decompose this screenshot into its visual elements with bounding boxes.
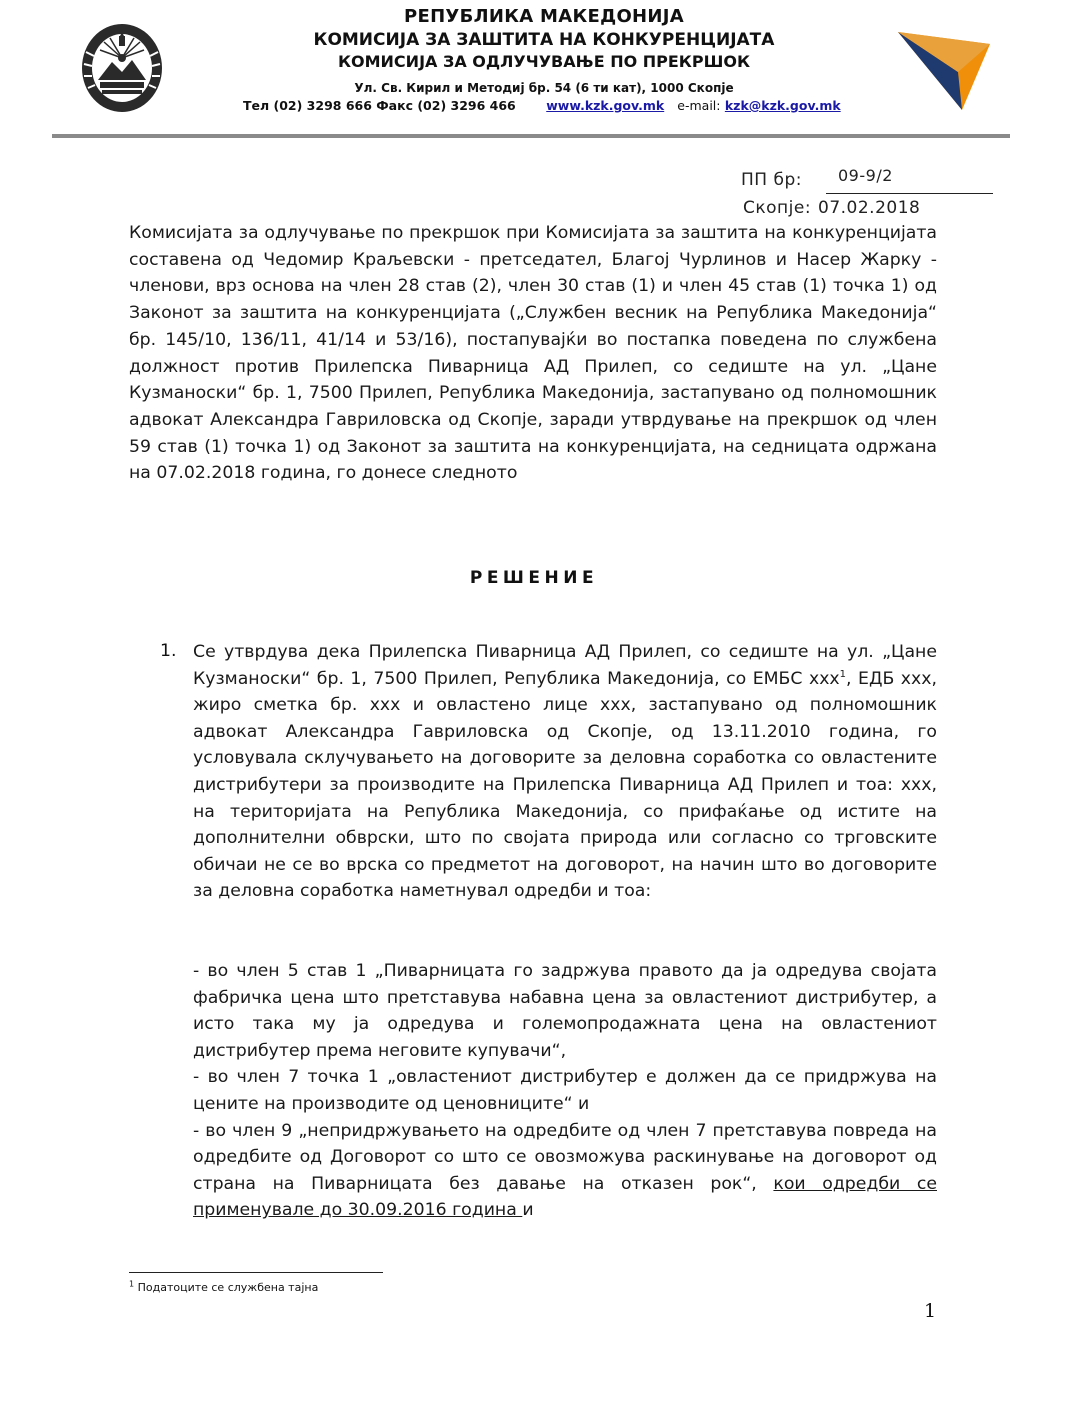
- footnote-mark: 1: [129, 1279, 135, 1289]
- item-1-text-part1: Се утврдува дека Прилепска Пиварница АД Прилеп, со седиште на ул. „Цане Кузманоски“ бр. 1, 7500 Прилеп, Република Македонија, со ЕМБС xxx: [193, 642, 937, 689]
- decision-date: 07.02.2018: [818, 198, 921, 218]
- footnote-divider: [129, 1272, 383, 1273]
- page-number: 1: [924, 1300, 937, 1322]
- case-number-underline: [826, 193, 993, 194]
- case-number-label: ПП бр:: [741, 170, 802, 190]
- provision-article-7: - во член 7 точка 1 „овластениот дистрибутер е должен да се придржува на цените на производите од ценовниците“ и: [193, 1067, 937, 1114]
- item-1-text: [193, 639, 937, 905]
- header-address: Ул. Св. Кирил и Методиј бр. 54 (6 ти кат), 1000 Скопје: [354, 81, 734, 95]
- item-1-text-part2: , ЕДБ xxx, жиро сметка бр. xxx и овластено лице xxx, застапувано од полномошник адвокат Александра Гавриловска од Скопје, од 13.11.2010 година, го условувала склучувањето на договорите за деловна соработка со овластените дистрибутери за производите на Прилепска Пиварница АД Прилеп и тоа: xxx, на територијата на Република Македонија, со прифаќање од истите на дополнителни обврски, што по својата природа или согласно со трговските обичаи не се во врска со предметот на договорот, на начин што во договорите за деловна соработка наметнувал одредби и тоа:: [193, 668, 937, 902]
- header-divider: [52, 134, 1010, 138]
- place-label: Скопје:: [743, 198, 812, 218]
- commission-logo-icon: [896, 26, 992, 112]
- website-link[interactable]: www.kzk.gov.mk: [546, 98, 665, 113]
- provision-article-9-text: - во член 9 „непридржувањето на одредбите од член 7 претставува повреда на одредбите од Договорот со што се овозможува раскинување на договорот од страна на Пиварницата без давање на отказен рок“,: [193, 1120, 937, 1194]
- header-title-commission: КОМИСИЈА ЗА ЗАШТИТА НА КОНКУРЕНЦИЈАТА: [313, 30, 775, 50]
- phone-fax: Тел (02) 3298 666 Факс (02) 3296 466: [243, 98, 516, 113]
- email-link[interactable]: kzk@kzk.gov.mk: [724, 98, 841, 113]
- provision-article-5: - во член 5 став 1 „Пиварницата го задржува правото да ја одредува својата фабричка цена што претставува набавна цена за овластениот дистрибутер, а исто така му ја одредува и големопродажната цена на овластениот дистрибутер према неговите купувачи“,: [193, 961, 937, 1061]
- email-label: e-mail:: [677, 98, 721, 113]
- header-contact: [243, 98, 841, 113]
- case-number-value: 09-9/2: [838, 166, 893, 185]
- provision-article-9-tail: и: [522, 1200, 534, 1221]
- item-number: 1.: [160, 641, 177, 661]
- provision-article-9: [193, 1118, 937, 1224]
- footnote-text: Податоците се службена тајна: [137, 1281, 319, 1294]
- footnote-ref: 1: [839, 668, 847, 680]
- quoted-provisions: [193, 958, 937, 1224]
- header-title-misdemeanor: КОМИСИЈА ЗА ОДЛУЧУВАЊЕ ПО ПРЕКРШОК: [337, 52, 751, 71]
- decision-heading: РЕШЕНИЕ: [469, 568, 599, 588]
- header-title-republic: РЕПУБЛИКА МАКЕДОНИЈА: [403, 6, 685, 27]
- footnote: [129, 1281, 318, 1294]
- intro-paragraph: Комисијата за одлучување по прекршок при Комисијата за заштита на конкуренцијата составена од Чедомир Краљевски - претседател, Благој Чурлинов и Насер Жарку - членови, врз основа на член 28 став (2), член 30 став (1) и член 45 став (1) точка 1) од Законот за заштита на конкуренцијата („Службен весник на Република Македонија“ бр. 145/10, 136/11, 41/14 и 53/16), постапувајќи во постапка поведена по службена должност против Прилепска Пиварница АД Прилеп, со седиште на ул. „Цане Кузманоски“ бр. 1, 7500 Прилеп, Република Македонија, застапувано од полномошник адвокат Александра Гавриловска од Скопје, заради утврдување на прекршок од член 59 став (1) точка 1) од Законот за заштита на конкуренцијата, на седницата одржана на 07.02.2018 година, го донесе следното: [129, 223, 937, 484]
- provision-period-underlined: кои одредби се применувале до 30.09.2016 година: [193, 1173, 937, 1221]
